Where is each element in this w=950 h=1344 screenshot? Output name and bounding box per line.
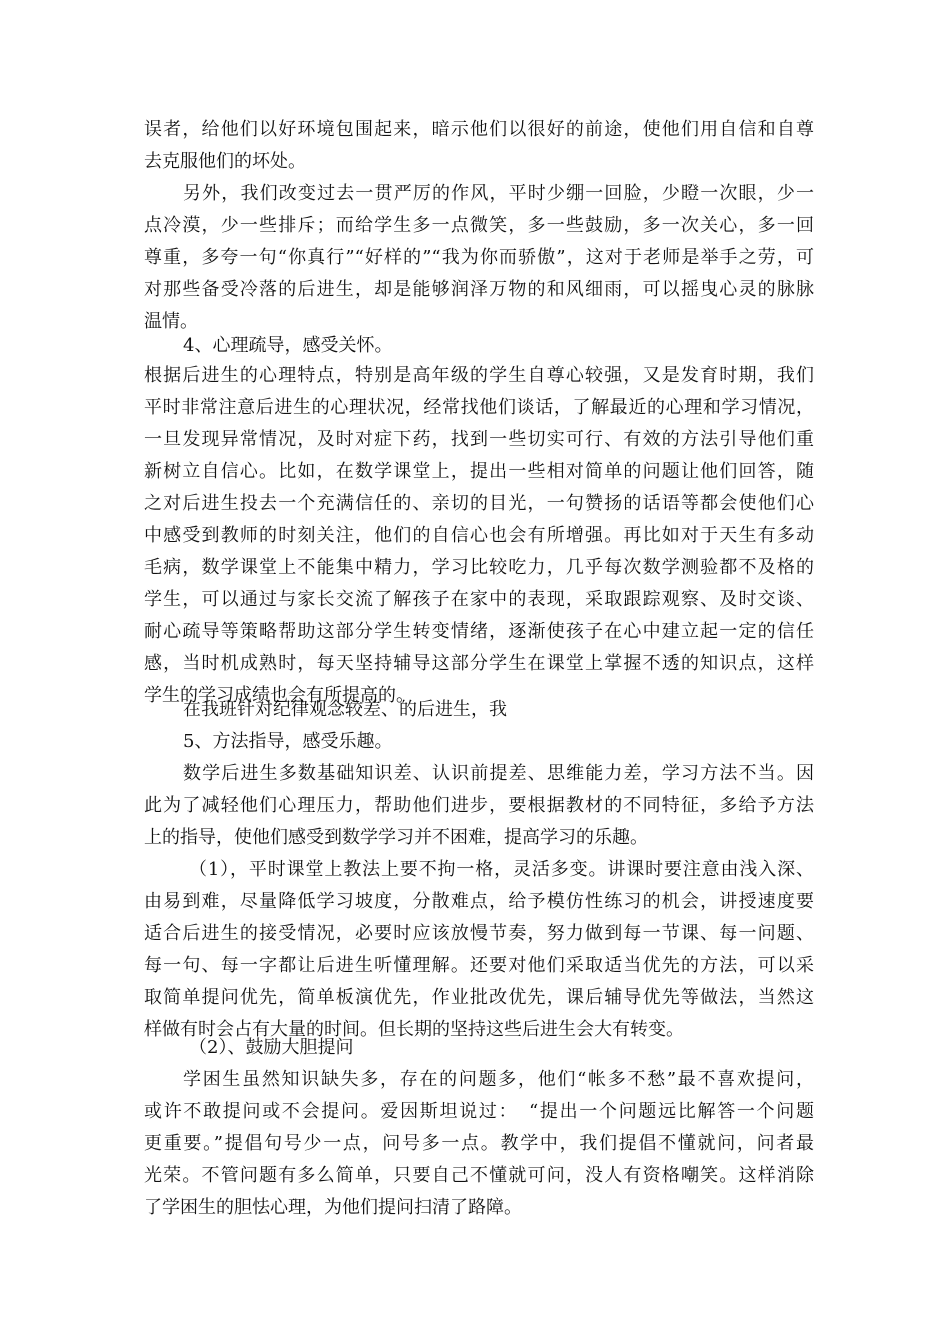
text-line: 更重要。”提倡句号少一点，问号多一点。教学中，我们提倡不懂就问，问者最: [144, 1133, 814, 1154]
text-line: 中感受到教师的时刻关注，他们的自信心也会有所增强。再比如对于天生有多动: [144, 525, 814, 546]
text-line: 点冷漠，少一些排斥；而给学生多一点微笑，多一些鼓励，多一次关心，多一回: [144, 215, 814, 236]
text-line: 由易到难，尽量降低学习坡度，分散难点，给予模仿性练习的机会，讲授速度要: [144, 891, 814, 912]
text-line: 耐心疏导等策略帮助这部分学生转变情绪，逐渐使孩子在心中建立起一定的信任: [144, 621, 814, 642]
text-line: 误者，给他们以好环境包围起来，暗示他们以很好的前途，使他们用自信和自尊: [144, 119, 814, 140]
text-line: 根据后进生的心理特点，特别是高年级的学生自尊心较强，又是发育时期，我们: [144, 365, 814, 386]
section-heading: （2）、鼓励大胆提问: [189, 1037, 354, 1058]
text-line: 每一句、每一字都让后进生听懂理解。还要对他们采取适当优先的方法，可以采: [144, 955, 814, 976]
text-line: 感，当时机成熟时，每天坚持辅导这部分学生在课堂上掌握不透的知识点，这样: [144, 653, 814, 674]
text-line: （1），平时课堂上教法上要不拘一格，灵活多变。讲课时要注意由浅入深、: [189, 859, 814, 880]
text-line: 此为了减轻他们心理压力，帮助他们进步，要根据教材的不同特征，多给予方法: [144, 795, 814, 816]
text-line: 平时非常注意后进生的心理状况，经常找他们谈话，了解最近的心理和学习情况，: [144, 397, 814, 418]
text-line: 另外，我们改变过去一贯严厉的作风，平时少绷一回脸，少瞪一次眼，少一: [183, 183, 814, 204]
text-line: 了学困生的胆怯心理，为他们提问扫清了路障。: [144, 1197, 522, 1218]
text-line: 样做有时会占有大量的时间。但长期的坚持这些后进生会大有转变。: [144, 1019, 684, 1040]
text-line: 对那些备受冷落的后进生，却是能够润泽万物的和风细雨，可以摇曳心灵的脉脉: [144, 279, 814, 300]
text-line: 适合后进生的接受情况，必要时应该放慢节奏，努力做到每一节课、每一问题、: [144, 923, 814, 944]
text-line: 温情。: [144, 311, 198, 332]
text-line: 毛病，数学课堂上不能集中精力，学习比较吃力，几乎每次数学测验都不及格的: [144, 557, 814, 578]
text-line: 学困生虽然知识缺失多，存在的问题多，他们“帐多不愁”最不喜欢提问，: [183, 1069, 814, 1090]
text-line: 取简单提问优先，简单板演优先，作业批改优先，课后辅导优先等做法，当然这: [144, 987, 814, 1008]
text-line: 一旦发现异常情况，及时对症下药，找到一些切实可行、有效的方法引导他们重: [144, 429, 814, 450]
text-line: 光荣。不管问题有多么简单，只要自己不懂就可问，没人有资格嘲笑。这样消除: [144, 1165, 814, 1186]
text-line: 学生的学习成绩也会有所提高的。: [144, 685, 414, 706]
section-heading: 5、方法指导，感受乐趣。: [183, 731, 393, 752]
text-line: 或许不敢提问或不会提问。爱因斯坦说过： “提出一个问题远比解答一个问题: [144, 1101, 814, 1122]
text-line: 尊重，多夸一句“你真行”“好样的”“我为你而骄傲”，这对于老师是举手之劳，可: [144, 247, 814, 268]
section-heading: 4、心理疏导，感受关怀。: [183, 335, 393, 356]
text-line: 新树立自信心。比如，在数学课堂上，提出一些相对简单的问题让他们回答，随: [144, 461, 814, 482]
text-line: 在我班针对纪律观念较差、的后进生，我: [183, 699, 507, 720]
text-line: 学生，可以通过与家长交流了解孩子在家中的表现，采取跟踪观察、及时交谈、: [144, 589, 814, 610]
text-line: 数学后进生多数基础知识差、认识前提差、思维能力差，学习方法不当。因: [183, 763, 814, 784]
text-line: 去克服他们的坏处。: [144, 151, 306, 172]
text-line: 之对后进生投去一个充满信任的、亲切的目光，一句赞扬的话语等都会使他们心: [144, 493, 814, 514]
text-line: 上的指导，使他们感受到数学学习并不困难，提高学习的乐趣。: [144, 827, 648, 848]
